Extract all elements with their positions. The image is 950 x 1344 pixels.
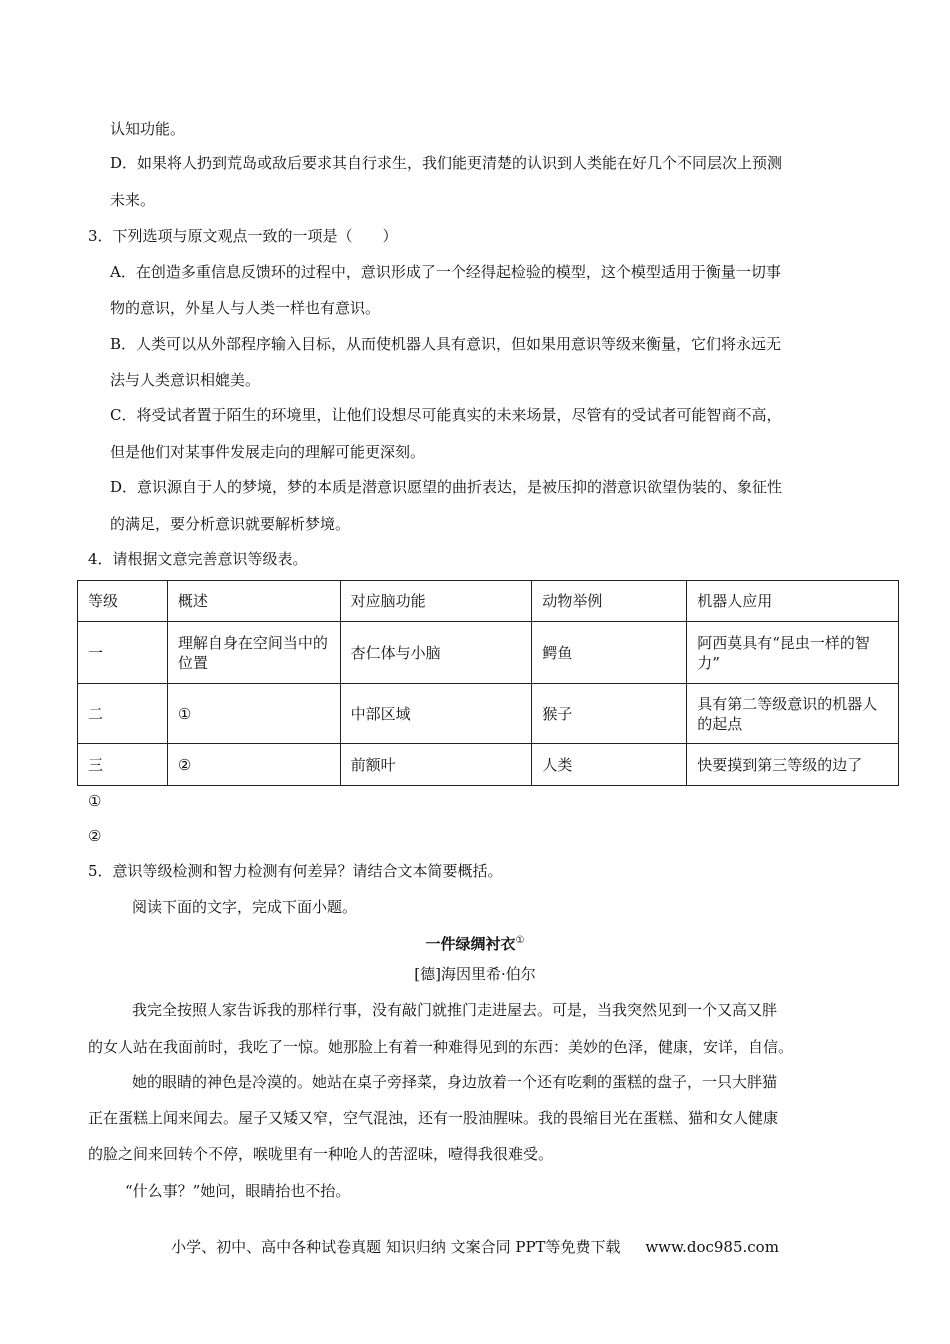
- answer-blank-1: ①: [88, 792, 102, 810]
- consciousness-level-table: [77, 580, 899, 786]
- q3-option-d-line-2: 的满足，要分析意识就要解析梦境。: [110, 515, 351, 533]
- table-header-cell: 对应脑功能: [340, 581, 532, 622]
- table-row: [78, 622, 899, 684]
- table-cell: 三: [78, 744, 168, 786]
- table-cell: ②: [167, 744, 340, 786]
- q3-option-d-line-1: D．意识源自于人的梦境，梦的本质是潜意识愿望的曲折表达，是被压抑的潜意识欲望伪装的、象征性: [110, 478, 783, 496]
- article-author: [德]海因里希·伯尔: [414, 965, 536, 983]
- paragraph-1-line-2: 的女人站在我面前时，我吃了一惊。她那脸上有着一种难得见到的东西：美妙的色泽，健康，安详，自信。: [88, 1038, 794, 1056]
- table-cell: 具有第二等级意识的机器人的起点: [687, 684, 899, 744]
- table-header-cell: 等级: [78, 581, 168, 622]
- paragraph-2-line-3: 的脸之间来回转个不停，喉咙里有一种呛人的苦涩味，噎得我很难受。: [88, 1145, 554, 1163]
- option-d-line-1: D．如果将人扔到荒岛或敌后要求其自行求生，我们能更清楚的认识到人类能在好几个不同层次上预测: [110, 154, 783, 172]
- question-3-stem: 3．下列选项与原文观点一致的一项是（ ）: [88, 227, 398, 245]
- table-cell: 前额叶: [340, 744, 532, 786]
- reading-intro: 阅读下面的文字，完成下面小题。: [132, 898, 358, 916]
- table-cell: 快要摸到第三等级的边了: [687, 744, 899, 786]
- q3-option-a-line-2: 物的意识，外星人与人类一样也有意识。: [110, 299, 381, 317]
- paragraph-2-line-2: 正在蛋糕上闻来闻去。屋子又矮又窄，空气混浊，还有一股油腥味。我的畏缩目光在蛋糕、猫和女人健康: [88, 1109, 779, 1127]
- paragraph-3-line-1: “什么事？”她问，眼睛抬也不抬。: [125, 1182, 351, 1200]
- footnote-marker: ①: [515, 935, 525, 946]
- q3-option-b-line-2: 法与人类意识相媲美。: [110, 371, 261, 389]
- table-row: [78, 744, 899, 786]
- table-header-cell: 动物举例: [532, 581, 687, 622]
- table-header-cell: 概述: [167, 581, 340, 622]
- question-5-stem: 5．意识等级检测和智力检测有何差异？请结合文本简要概括。: [88, 862, 503, 880]
- table-cell: 一: [78, 622, 168, 684]
- table-cell: 二: [78, 684, 168, 744]
- table-cell: 杏仁体与小脑: [340, 622, 532, 684]
- q3-option-a-line-1: A．在创造多重信息反馈环的过程中，意识形成了一个经得起检验的模型，这个模型适用于衡量一切事: [110, 263, 781, 281]
- table-header-cell: 机器人应用: [687, 581, 899, 622]
- table-cell: 中部区域: [340, 684, 532, 744]
- table-header-row: [78, 581, 899, 622]
- table-cell: 阿西莫具有“昆虫一样的智力”: [687, 622, 899, 684]
- text-line: 认知功能。: [110, 120, 186, 138]
- q3-option-c-line-2: 但是他们对某事件发展走向的理解可能更深刻。: [110, 443, 426, 461]
- footer-url[interactable]: www.doc985.com: [645, 1238, 779, 1256]
- table-row: [78, 684, 899, 744]
- q3-option-c-line-1: C．将受试者置于陌生的环境里，让他们设想尽可能真实的未来场景，尽管有的受试者可能智商不高，: [110, 406, 782, 424]
- paragraph-2-line-1: 她的眼睛的神色是冷漠的。她站在桌子旁择菜，身边放着一个还有吃剩的蛋糕的盘子，一只大胖猫: [132, 1073, 778, 1091]
- page-footer: [0, 1237, 950, 1257]
- table-cell: ①: [167, 684, 340, 744]
- question-4-stem: 4．请根据文意完善意识等级表。: [88, 550, 308, 568]
- table-cell: 理解自身在空间当中的位置: [167, 622, 340, 684]
- q3-option-b-line-1: B．人类可以从外部程序输入目标，从而使机器人具有意识，但如果用意识等级来衡量，它们将永远无: [110, 335, 782, 353]
- paragraph-1-line-1: 我完全按照人家告诉我的那样行事，没有敲门就推门走进屋去。可是，当我突然见到一个又高又胖: [132, 1001, 778, 1019]
- answer-blank-2: ②: [88, 827, 102, 845]
- table-cell: 人类: [532, 744, 687, 786]
- footer-slogan: 小学、初中、高中各种试卷真题 知识归纳 文案合同 PPT等免费下载: [171, 1238, 621, 1256]
- article-title: [0, 930, 950, 955]
- article-title-text: 一件绿绸衬衣: [425, 935, 516, 953]
- option-d-line-2: 未来。: [110, 191, 156, 209]
- table-cell: 猴子: [532, 684, 687, 744]
- table-cell: 鳄鱼: [532, 622, 687, 684]
